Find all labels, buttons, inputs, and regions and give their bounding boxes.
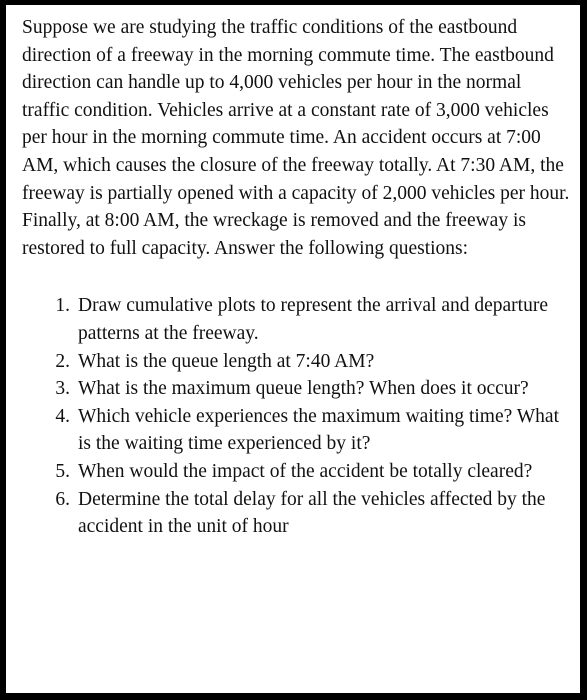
question-text: Which vehicle experiences the maximum waiting time? What is the waiting time experienced by it? bbox=[78, 405, 560, 455]
problem-page bbox=[6, 5, 580, 693]
question-number: 5. bbox=[55, 460, 70, 482]
question-text: Draw cumulative plots to represent the arrival and departure patterns at the freeway. bbox=[78, 295, 548, 344]
question-item bbox=[22, 375, 572, 403]
question-text: Determine the total delay for all the vehicles affected by the accident in the unit of hour bbox=[78, 488, 546, 538]
question-text: What is the queue length at 7:40 AM? bbox=[78, 350, 375, 372]
question-number: 6. bbox=[55, 488, 70, 510]
question-number: 4. bbox=[55, 405, 70, 427]
problem-intro: Suppose we are studying the traffic conditions of the eastbound direction of a freeway in the morning commute time. The eastbound direction can handle up to 4,000 vehicles per hour in the normal traffic condition. Vehicles arrive at a constant rate of 3,000 vehicles per hour in the morning commute time. An accident occurs at 7:00 AM, which causes the closure of the freeway totally. At 7:30 AM, the freeway is partially opened with a capacity of 2,000 vehicles per hour. Finally, at 8:00 AM, the wreckage is removed and the freeway is restored to full capacity. Answer the following questions: bbox=[22, 17, 570, 259]
question-list bbox=[22, 292, 572, 540]
question-number: 1. bbox=[55, 295, 70, 317]
question-item bbox=[22, 486, 572, 541]
question-item bbox=[22, 348, 572, 376]
question-text: What is the maximum queue length? When does it occur? bbox=[78, 378, 529, 400]
question-item bbox=[22, 292, 572, 347]
question-text: When would the impact of the accident be totally cleared? bbox=[78, 460, 533, 482]
question-number: 3. bbox=[55, 378, 70, 400]
question-number: 2. bbox=[55, 350, 70, 372]
question-item bbox=[22, 458, 572, 486]
question-item bbox=[22, 403, 572, 458]
